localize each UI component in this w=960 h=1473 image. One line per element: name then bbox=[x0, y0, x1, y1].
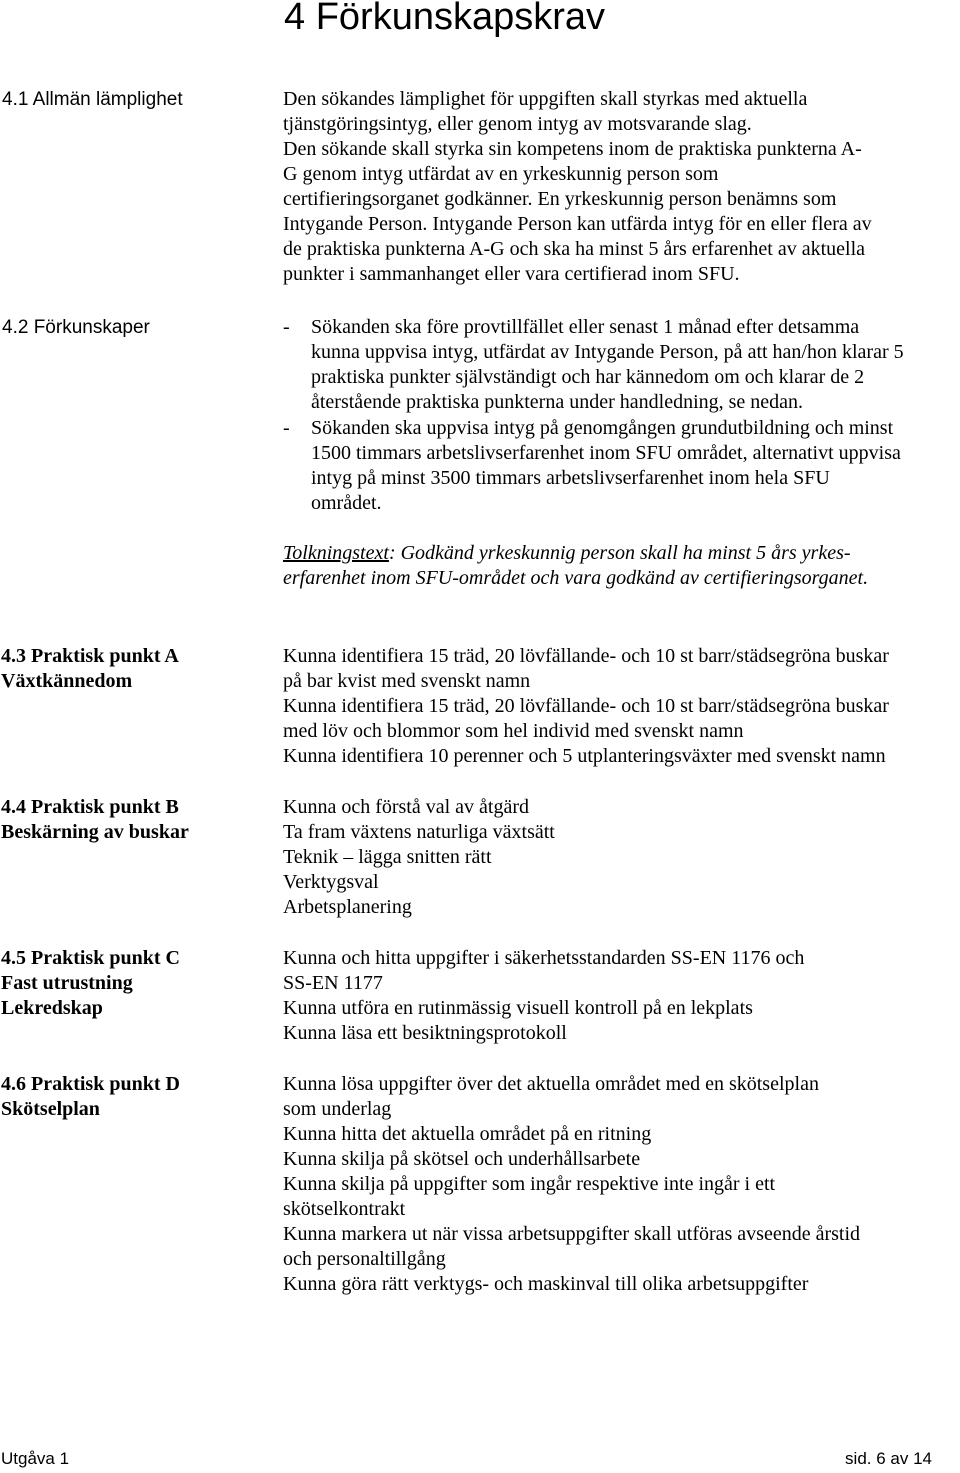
body-line: Kunna utföra en rutinmässig visuell kontroll på en lekplats bbox=[283, 997, 753, 1019]
body-line: Den sökandes lämplighet för uppgiften skall styrkas med aktuella bbox=[283, 88, 808, 110]
label-line: Fast utrustning bbox=[1, 972, 133, 994]
body-line: som underlag bbox=[283, 1098, 392, 1120]
body-line: området. bbox=[311, 492, 382, 514]
label-line: 4.6 Praktisk punkt D bbox=[1, 1073, 180, 1095]
interpretation-note-line-1 bbox=[283, 542, 851, 565]
body-line: Kunna identifiera 10 perenner och 5 utplanteringsväxter med svenskt namn bbox=[283, 745, 886, 767]
label-line: 4.4 Praktisk punkt B bbox=[1, 796, 179, 818]
page-title: 4 Förkunskapskrav bbox=[284, 0, 606, 38]
body-line: kunna uppvisa intyg, utfärdat av Intygande Person, på att han/hon klarar 5 bbox=[311, 341, 904, 363]
body-line: skötselkontrakt bbox=[283, 1198, 406, 1220]
label-line: Växtkännedom bbox=[1, 670, 133, 692]
body-line: Intygande Person. Intygande Person kan utfärda intyg för en eller flera av bbox=[283, 213, 872, 235]
body-line: Arbetsplanering bbox=[283, 896, 412, 918]
body-line: G genom intyg utfärdat av en yrkeskunnig person som bbox=[283, 163, 719, 185]
body-line: Kunna lösa uppgifter över det aktuella området med en skötselplan bbox=[283, 1073, 819, 1095]
interpretation-note-text: : Godkänd yrkeskunnig person skall ha minst 5 års yrkes- bbox=[388, 542, 851, 564]
body-line: punkter i sammanhanget eller vara certifierad inom SFU. bbox=[283, 263, 740, 285]
body-line: återstående praktiska punkterna under handledning, se nedan. bbox=[311, 391, 804, 413]
body-line: de praktiska punkterna A-G och ska ha minst 5 års erfarenhet av aktuella bbox=[283, 238, 866, 260]
section-4-1-label: 4.1 Allmän lämplighet bbox=[2, 89, 183, 110]
body-line: 1500 timmars arbetslivserfarenhet inom SFU området, alternativt uppvisa bbox=[311, 442, 901, 464]
interpretation-note-line-2: erfarenhet inom SFU-området och vara godkänd av certifieringsorganet. bbox=[283, 567, 869, 589]
body-line: och personaltillgång bbox=[283, 1248, 446, 1270]
body-line: praktiska punkter självständigt och har kännedom om och klarar de 2 bbox=[311, 366, 865, 388]
body-line: Kunna och hitta uppgifter i säkerhetsstandarden SS-EN 1176 och bbox=[283, 947, 805, 969]
label-line: Lekredskap bbox=[1, 997, 103, 1019]
body-line: Kunna göra rätt verktygs- och maskinval till olika arbetsuppgifter bbox=[283, 1273, 809, 1295]
body-line: Den sökande skall styrka sin kompetens inom de praktiska punkterna A- bbox=[283, 138, 862, 160]
body-line: Sökanden ska uppvisa intyg på genomgången grundutbildning och minst bbox=[311, 417, 894, 439]
bullet-dash: - bbox=[283, 316, 290, 338]
body-line: Kunna identifiera 15 träd, 20 lövfällande- och 10 st barr/städsegröna buskar bbox=[283, 645, 889, 667]
body-line: SS-EN 1177 bbox=[283, 972, 383, 994]
body-line: Kunna och förstå val av åtgärd bbox=[283, 796, 530, 818]
footer-edition: Utgåva 1 bbox=[1, 1449, 70, 1468]
body-line: Kunna identifiera 15 träd, 20 lövfällande- och 10 st barr/städsegröna buskar bbox=[283, 695, 889, 717]
body-line: Kunna skilja på skötsel och underhållsarbete bbox=[283, 1148, 641, 1170]
label-line: Beskärning av buskar bbox=[1, 821, 189, 843]
body-line: Ta fram växtens naturliga växtsätt bbox=[283, 821, 555, 843]
label-line: Skötselplan bbox=[1, 1098, 100, 1120]
body-line: Kunna skilja på uppgifter som ingår respektive inte ingår i ett bbox=[283, 1173, 776, 1195]
body-line: Sökanden ska före provtillfället eller senast 1 månad efter detsamma bbox=[311, 316, 860, 338]
label-line: 4.5 Praktisk punkt C bbox=[1, 947, 180, 969]
label-line: 4.3 Praktisk punkt A bbox=[1, 645, 179, 667]
body-line: Kunna läsa ett besiktningsprotokoll bbox=[283, 1022, 567, 1044]
body-line: intyg på minst 3500 timmars arbetslivserfarenhet inom hela SFU bbox=[311, 467, 830, 489]
body-line: med löv och blommor som hel individ med svenskt namn bbox=[283, 720, 744, 742]
body-line: certifieringsorganet godkänner. En yrkeskunnig person benämns som bbox=[283, 188, 837, 210]
body-line: Teknik – lägga snitten rätt bbox=[283, 846, 492, 868]
body-line: Verktygsval bbox=[283, 871, 379, 893]
body-line: tjänstgöringsintyg, eller genom intyg av motsvarande slag. bbox=[283, 113, 752, 135]
body-line: Kunna hitta det aktuella området på en ritning bbox=[283, 1123, 652, 1145]
body-line: Kunna markera ut när vissa arbetsuppgifter skall utföras avseende årstid bbox=[283, 1223, 861, 1245]
body-line: på bar kvist med svenskt namn bbox=[283, 670, 531, 692]
footer-page-number: sid. 6 av 14 bbox=[845, 1449, 932, 1468]
section-4-2-label: 4.2 Förkunskaper bbox=[2, 317, 150, 338]
bullet-dash: - bbox=[283, 417, 290, 439]
interpretation-note-label: Tolkningstext bbox=[283, 542, 389, 564]
